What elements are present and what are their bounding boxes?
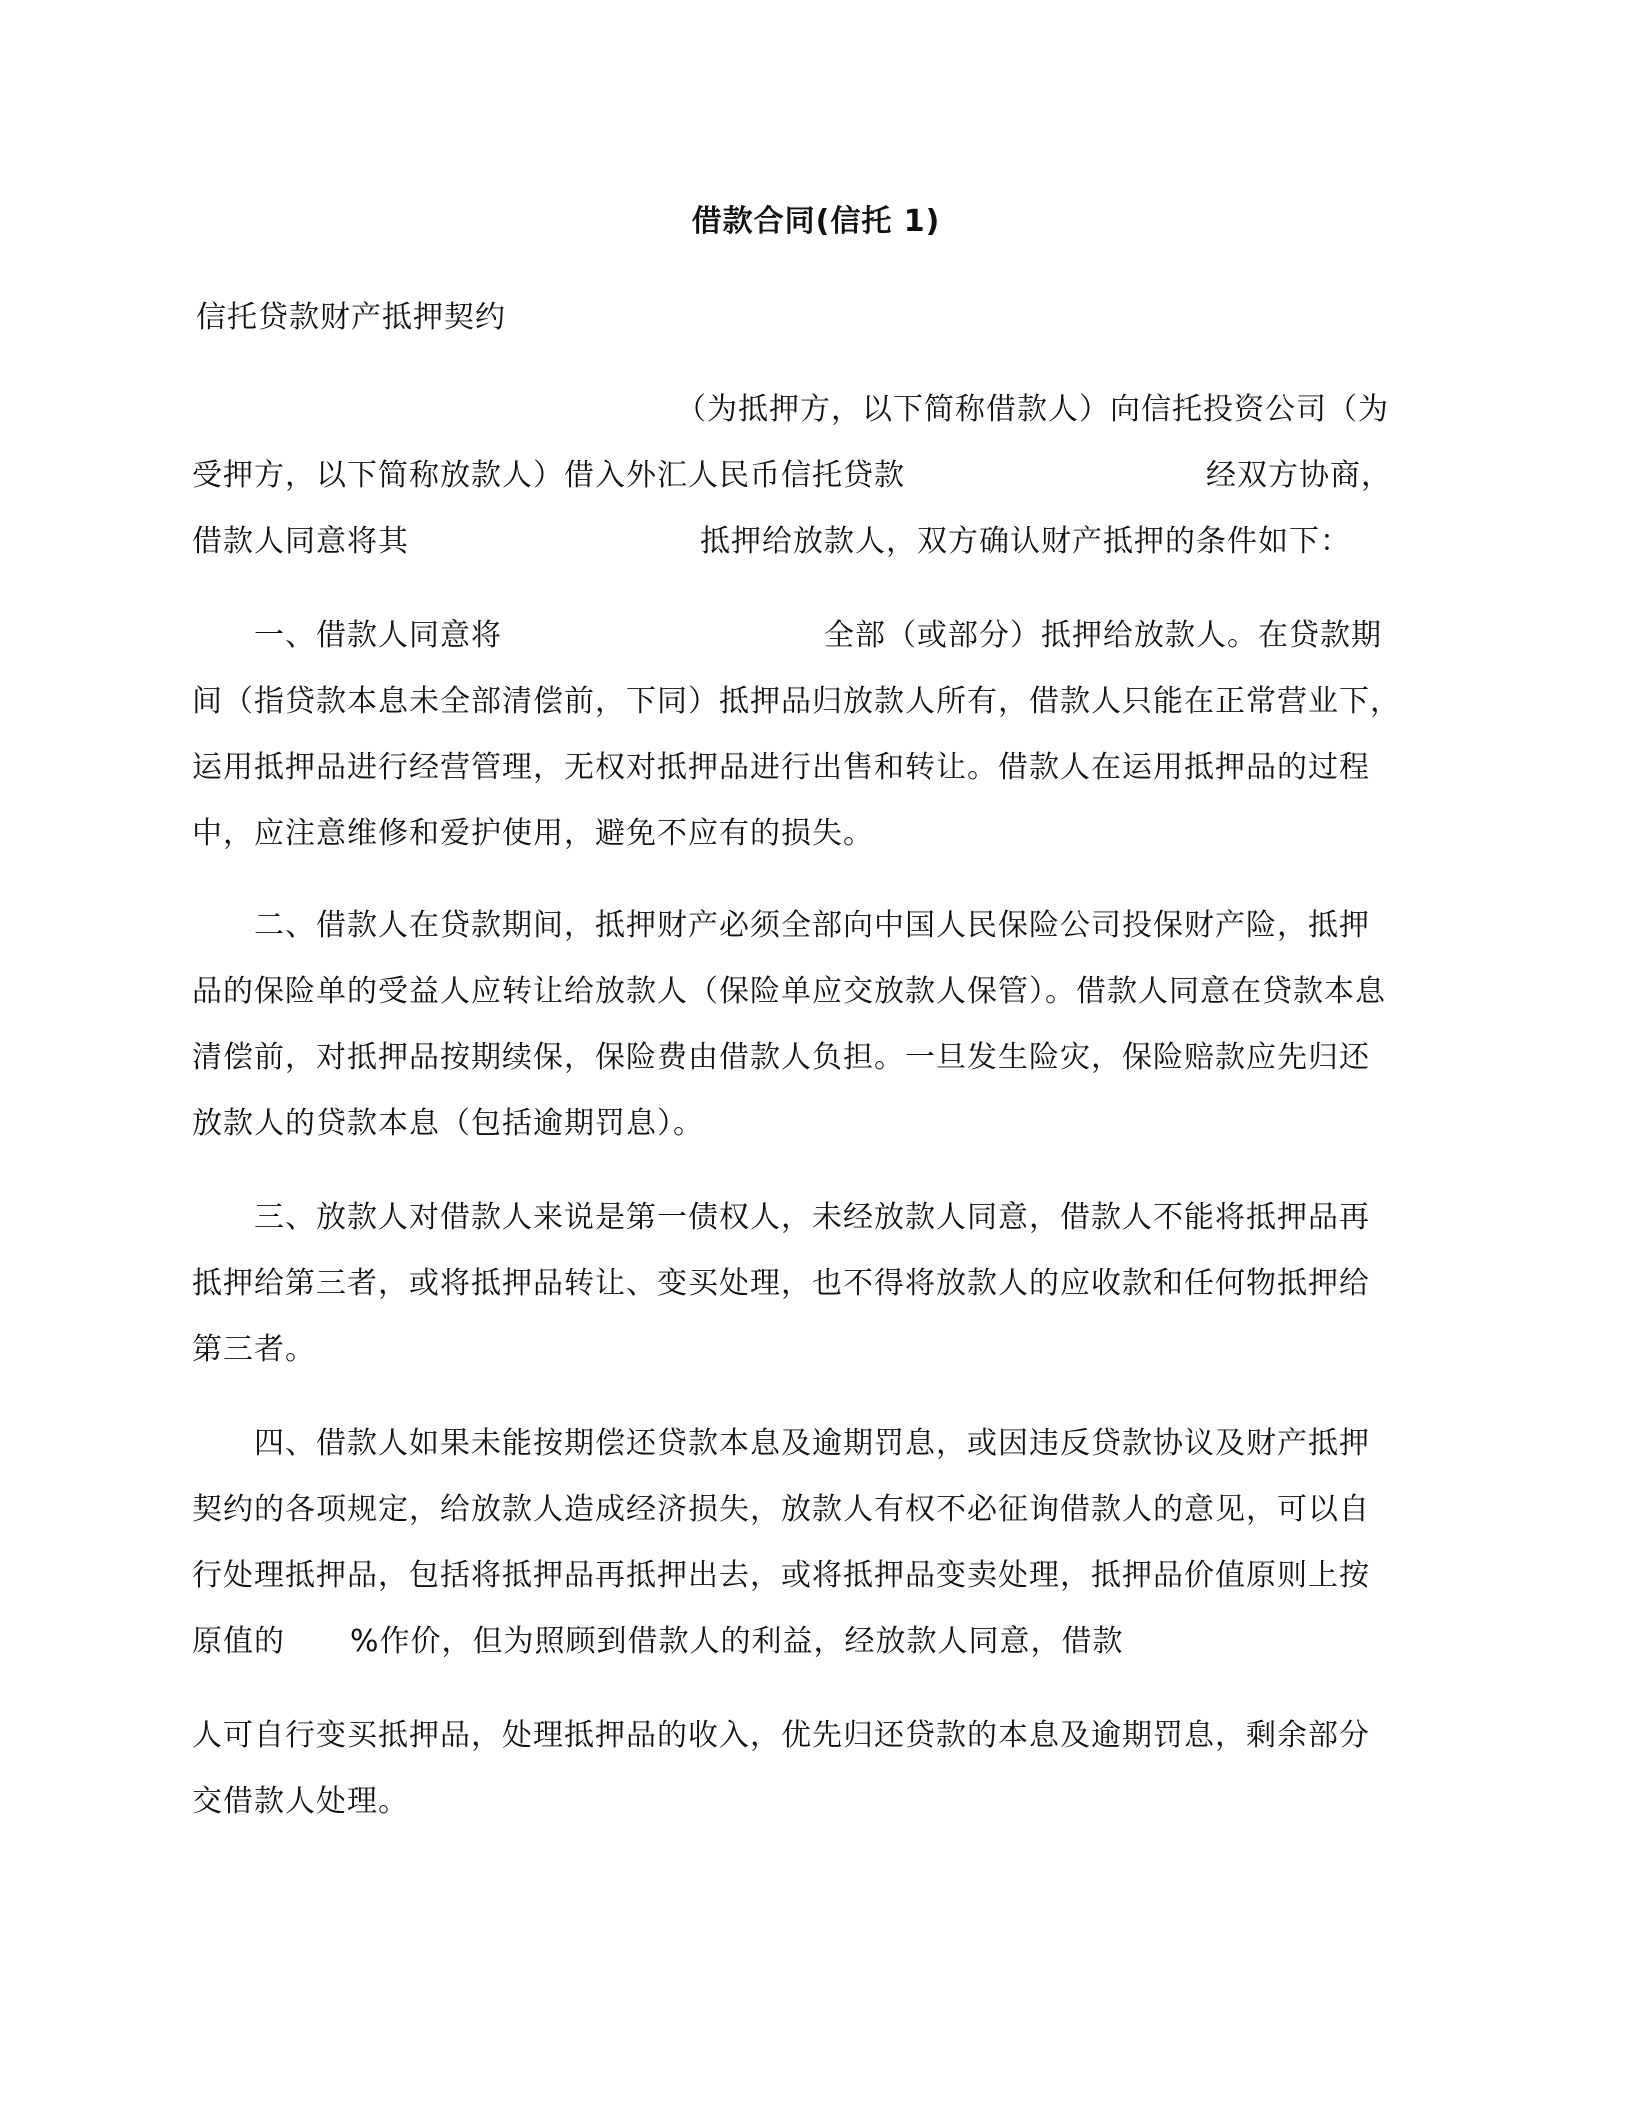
document-subtitle: 信托贷款财产抵押契约 — [196, 300, 506, 335]
clause-4-line-6: 交借款人处理。 — [192, 1784, 409, 1819]
clause-4-line-5: 人可自行变买抵押品，处理抵押品的收入，优先归还贷款的本息及逾期罚息，剩余部分 — [192, 1718, 1370, 1753]
clause-4-line-3: 行处理抵押品，包括将抵押品再抵押出去，或将抵押品变卖处理，抵押品价值原则上按 — [192, 1558, 1370, 1593]
clause-4-line-2: 契约的各项规定，给放款人造成经济损失，放款人有权不必征询借款人的意见，可以自 — [192, 1492, 1370, 1527]
clause-4-line-4-text: 原值的 — [192, 1624, 285, 1659]
clause-2-line-4: 放款人的贷款本息（包括逾期罚息）。 — [192, 1106, 704, 1141]
clause-1-line-3: 运用抵押品进行经营管理，无权对抵押品进行出售和转让。借款人在运用抵押品的过程 — [192, 750, 1370, 785]
clause-3-line-2: 抵押给第三者，或将抵押品转让、变买处理，也不得将放款人的应收款和任何物抵押给 — [192, 1266, 1370, 1301]
clause-3-line-3: 第三者。 — [192, 1332, 316, 1367]
intro-line-3-tail: 抵押给放款人，双方确认财产抵押的条件如下： — [700, 524, 1351, 559]
clause-4-line-1: 四、借款人如果未能按期偿还贷款本息及逾期罚息，或因违反贷款协议及财产抵押 — [254, 1426, 1370, 1461]
clause-3-line-1: 三、放款人对借款人来说是第一债权人，未经放款人同意，借款人不能将抵押品再 — [254, 1200, 1370, 1235]
clause-2-line-3: 清偿前，对抵押品按期续保，保险费由借款人负担。一旦发生险灾，保险赔款应先归还 — [192, 1040, 1370, 1075]
intro-line-2-tail: 经双方协商， — [1206, 458, 1392, 493]
clause-1-line-1-text: 一、借款人同意将 — [254, 618, 502, 653]
clause-2-line-1: 二、借款人在贷款期间，抵押财产必须全部向中国人民保险公司投保财产险，抵押 — [254, 908, 1370, 943]
intro-line-2-text: 受押方，以下简称放款人）借入外汇人民币信托贷款 — [192, 458, 905, 493]
document-title: 借款合同(信托 1) — [691, 204, 941, 239]
clause-1-line-2: 间（指贷款本息未全部清偿前，下同）抵押品归放款人所有，借款人只能在正常营业下， — [192, 684, 1401, 719]
clause-2-line-2: 品的保险单的受益人应转让给放款人（保险单应交放款人保管）。借款人同意在贷款本息 — [192, 974, 1386, 1009]
clause-1-line-4: 中，应注意维修和爱护使用，避免不应有的损失。 — [192, 816, 874, 851]
intro-line-3-text: 借款人同意将其 — [192, 524, 409, 559]
clause-1-line-1-tail: 全部（或部分）抵押给放款人。在贷款期 — [824, 618, 1382, 653]
intro-line-1: （为抵押方，以下简称借款人）向信托投资公司（为 — [676, 392, 1389, 427]
clause-4-line-4-tail: %作价，但为照顾到借款人的利益，经放款人同意，借款 — [350, 1624, 1124, 1659]
